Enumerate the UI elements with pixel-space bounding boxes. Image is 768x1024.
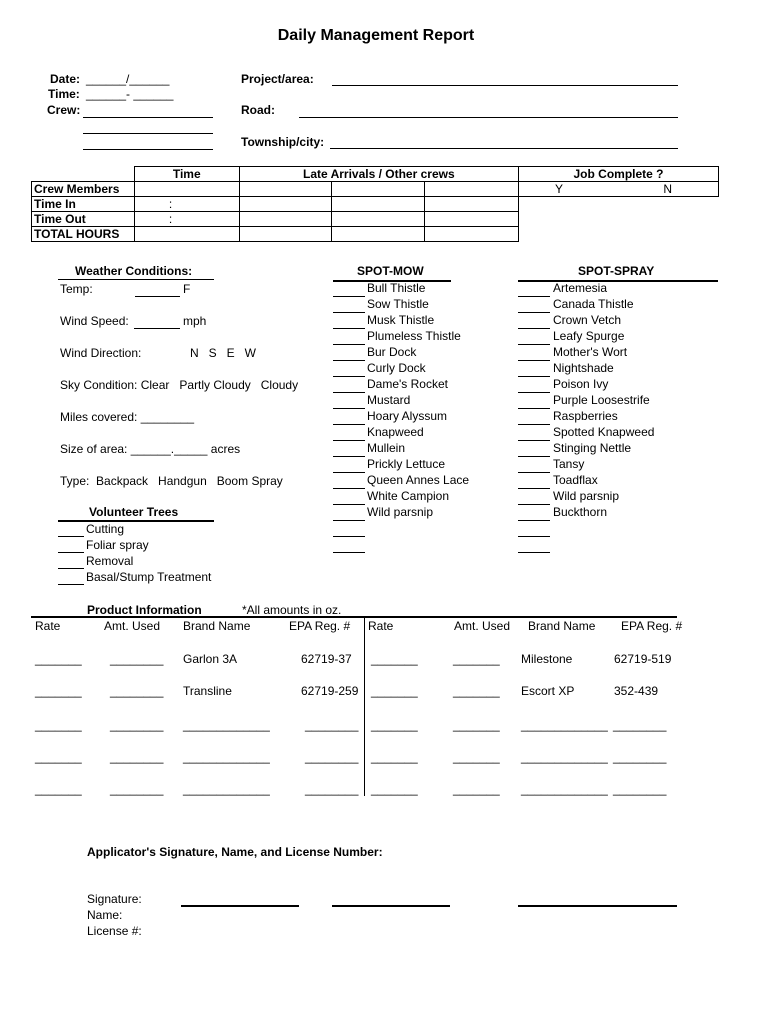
spot-mow-blank-line[interactable] xyxy=(333,552,365,553)
spot-mow-item: Prickly Lettuce xyxy=(367,457,446,471)
wind-speed-field[interactable] xyxy=(134,328,180,329)
epa-value: 352-439 xyxy=(614,684,659,698)
spot-mow-item: Curly Dock xyxy=(367,361,426,375)
amt-field[interactable]: _______ xyxy=(453,652,500,666)
project-label: Project/area: xyxy=(241,72,314,86)
spot-mow-item: Bull Thistle xyxy=(367,281,426,295)
brand-field[interactable]: _____________ xyxy=(183,782,270,796)
spot-spray-checkbox-line[interactable] xyxy=(518,392,550,393)
brand-value: Garlon 3A xyxy=(183,652,238,666)
spot-mow-item: Bur Dock xyxy=(367,345,417,359)
wind-direction-label: Wind Direction: xyxy=(60,346,142,360)
spot-spray-item: Leafy Spurge xyxy=(553,329,625,343)
date-label: Date: xyxy=(50,72,81,86)
spot-spray-item: Nightshade xyxy=(553,361,614,375)
cell[interactable] xyxy=(239,227,332,242)
spot-spray-blank-line[interactable] xyxy=(518,552,550,553)
job-complete-table xyxy=(518,166,719,197)
spot-mow-item: White Campion xyxy=(367,489,450,503)
brand-field[interactable]: _____________ xyxy=(521,718,608,732)
spot-spray-item: Artemesia xyxy=(553,281,608,295)
epa-value: 62719-519 xyxy=(614,652,672,666)
colon: : xyxy=(168,212,173,226)
amt-field[interactable]: ________ xyxy=(110,782,164,796)
cell[interactable] xyxy=(239,197,332,212)
spray-type[interactable]: Type: Backpack Handgun Boom Spray xyxy=(60,474,283,488)
spot-mow-item: Musk Thistle xyxy=(367,313,435,327)
weather-heading-underline xyxy=(58,279,214,280)
spot-mow-item: Hoary Alyssum xyxy=(367,409,448,423)
spot-mow-item: Mustard xyxy=(367,393,411,407)
spot-mow-blank-line[interactable] xyxy=(333,536,365,537)
spot-spray-checkbox-line[interactable] xyxy=(518,408,550,409)
cell[interactable] xyxy=(332,212,425,227)
spot-spray-checkbox-line[interactable] xyxy=(518,360,550,361)
epa-field[interactable]: ________ xyxy=(613,718,667,732)
spot-spray-checkbox-line[interactable] xyxy=(518,440,550,441)
volunteer-item: Basal/Stump Treatment xyxy=(86,570,212,584)
product-heading: Product Information xyxy=(87,603,202,617)
spot-spray-item: Tansy xyxy=(553,457,585,471)
spot-mow-checkbox-line[interactable] xyxy=(333,296,365,297)
signature-label: Signature: xyxy=(87,892,142,906)
spot-mow-checkbox-line[interactable] xyxy=(333,328,365,329)
spot-spray-item: Canada Thistle xyxy=(553,297,634,311)
rate-field[interactable]: _______ xyxy=(35,718,82,732)
epa-value: 62719-259 xyxy=(301,684,359,698)
header-brand-right: Brand Name xyxy=(528,619,596,633)
spot-spray-item: Crown Vetch xyxy=(553,313,622,327)
spot-spray-checkbox-line[interactable] xyxy=(518,312,550,313)
cell[interactable] xyxy=(425,182,519,197)
spot-spray-checkbox-line[interactable] xyxy=(518,328,550,329)
weather-heading: Weather Conditions: xyxy=(75,264,193,278)
rate-field[interactable]: _______ xyxy=(371,718,418,732)
spot-spray-underline xyxy=(518,280,718,282)
brand-field[interactable]: _____________ xyxy=(183,718,270,732)
volunteer-item: Foliar spray xyxy=(86,538,149,552)
epa-field[interactable]: ________ xyxy=(305,782,359,796)
amt-field[interactable]: _______ xyxy=(453,684,500,698)
brand-value: Transline xyxy=(183,684,232,698)
cell[interactable] xyxy=(332,182,425,197)
spot-spray-checkbox-line[interactable] xyxy=(518,488,550,489)
spot-spray-item: Stinging Nettle xyxy=(553,441,632,455)
spot-spray-item: Spotted Knapweed xyxy=(553,425,655,439)
crew-field-2[interactable] xyxy=(83,133,213,134)
col-job-header: Job Complete ? xyxy=(519,167,719,182)
spot-spray-checkbox-line[interactable] xyxy=(518,344,550,345)
spot-spray-item: Buckthorn xyxy=(553,505,608,519)
name-line[interactable] xyxy=(332,905,450,907)
brand-value: Milestone xyxy=(521,652,573,666)
township-field[interactable] xyxy=(330,148,678,149)
volunteer-checkbox-line[interactable] xyxy=(58,584,84,585)
row-total-hours: TOTAL HOURS xyxy=(32,227,135,242)
spot-mow-checkbox-line[interactable] xyxy=(333,472,365,473)
rate-field[interactable]: _______ xyxy=(35,750,82,764)
rate-field[interactable]: _______ xyxy=(35,684,82,698)
spot-spray-item: Poison Ivy xyxy=(553,377,609,391)
spot-mow-checkbox-line[interactable] xyxy=(333,520,365,521)
row-time-out: Time Out xyxy=(32,212,135,227)
spot-spray-checkbox-line[interactable] xyxy=(518,424,550,425)
spot-mow-item: Knapweed xyxy=(367,425,424,439)
spot-mow-checkbox-line[interactable] xyxy=(333,408,365,409)
wind-speed-label: Wind Speed: xyxy=(60,314,129,328)
spot-mow-checkbox-line[interactable] xyxy=(333,440,365,441)
rate-field[interactable]: _______ xyxy=(371,750,418,764)
temp-label: Temp: xyxy=(60,282,93,296)
township-label: Township/city: xyxy=(241,135,325,149)
epa-field[interactable]: ________ xyxy=(305,750,359,764)
spot-mow-checkbox-line[interactable] xyxy=(333,344,365,345)
spot-spray-item: Raspberries xyxy=(553,409,618,423)
cell[interactable] xyxy=(239,212,332,227)
temp-unit: F xyxy=(183,282,191,296)
epa-field[interactable]: ________ xyxy=(613,750,667,764)
volunteer-checkbox-line[interactable] xyxy=(58,568,84,569)
spot-mow-checkbox-line[interactable] xyxy=(333,488,365,489)
spot-spray-checkbox-line[interactable] xyxy=(518,376,550,377)
spot-mow-item: Dame's Rocket xyxy=(367,377,448,391)
job-no[interactable]: N xyxy=(608,182,718,197)
brand-field[interactable]: _____________ xyxy=(521,750,608,764)
cell[interactable] xyxy=(425,227,519,242)
license-label: License #: xyxy=(87,924,142,938)
date-field[interactable]: ______/______ xyxy=(86,72,170,86)
time-out-cell[interactable] xyxy=(134,212,239,227)
volunteer-heading-underline xyxy=(58,520,214,522)
crew-field-3[interactable] xyxy=(83,149,213,150)
road-label: Road: xyxy=(241,103,275,117)
temp-field[interactable] xyxy=(135,296,180,297)
spot-mow-checkbox-line[interactable] xyxy=(333,360,365,361)
amt-field[interactable]: ________ xyxy=(110,684,164,698)
cell[interactable] xyxy=(425,197,519,212)
spot-mow-item: Wild parsnip xyxy=(367,505,434,519)
rate-field[interactable]: _______ xyxy=(371,782,418,796)
time-label: Time: xyxy=(48,87,80,101)
spot-spray-checkbox-line[interactable] xyxy=(518,456,550,457)
amt-field[interactable]: _______ xyxy=(453,750,500,764)
miles-covered[interactable]: Miles covered: ________ xyxy=(60,410,195,424)
product-header-topline xyxy=(31,616,677,618)
amt-field[interactable]: ________ xyxy=(110,750,164,764)
volunteer-checkbox-line[interactable] xyxy=(58,552,84,553)
rate-field[interactable]: _______ xyxy=(35,782,82,796)
cell[interactable] xyxy=(134,182,239,197)
size-of-area[interactable]: Size of area: ______._____ acres xyxy=(60,442,241,456)
product-note: *All amounts in oz. xyxy=(242,603,342,617)
product-divider xyxy=(364,616,365,796)
epa-value: 62719-37 xyxy=(301,652,352,666)
header-epa-left: EPA Reg. # xyxy=(289,619,351,633)
volunteer-item: Removal xyxy=(86,554,134,568)
road-field[interactable] xyxy=(299,117,678,118)
spot-spray-blank-line[interactable] xyxy=(518,536,550,537)
job-yes[interactable]: Y xyxy=(519,182,609,197)
cell[interactable] xyxy=(332,227,425,242)
epa-field[interactable]: ________ xyxy=(613,782,667,796)
spot-spray-checkbox-line[interactable] xyxy=(518,520,550,521)
spot-mow-checkbox-line[interactable] xyxy=(333,392,365,393)
signature-line[interactable] xyxy=(181,905,299,907)
time-field[interactable]: ______- ______ xyxy=(86,87,174,101)
spot-spray-checkbox-line[interactable] xyxy=(518,296,550,297)
header-rate-right: Rate xyxy=(368,619,394,633)
spot-spray-heading: SPOT-SPRAY xyxy=(578,264,655,278)
volunteer-item: Cutting xyxy=(86,522,125,536)
col-time-header: Time xyxy=(134,167,239,182)
spot-mow-checkbox-line[interactable] xyxy=(333,504,365,505)
cell[interactable] xyxy=(332,197,425,212)
project-field[interactable] xyxy=(332,85,678,86)
row-time-in: Time In xyxy=(32,197,135,212)
spot-mow-item: Sow Thistle xyxy=(367,297,429,311)
spot-mow-item: Plumeless Thistle xyxy=(367,329,461,343)
wind-speed-unit: mph xyxy=(183,314,207,328)
brand-field[interactable]: _____________ xyxy=(521,782,608,796)
header-amt-left: Amt. Used xyxy=(104,619,161,633)
spot-spray-item: Mother's Wort xyxy=(553,345,628,359)
col-late-header: Late Arrivals / Other crews xyxy=(239,167,518,182)
rate-field[interactable]: _______ xyxy=(371,684,418,698)
page-title: Daily Management Report xyxy=(277,27,475,44)
spot-spray-item: Wild parsnip xyxy=(553,489,620,503)
signature-heading: Applicator's Signature, Name, and License Number: xyxy=(87,845,383,859)
rate-field[interactable]: _______ xyxy=(35,652,82,666)
colon: : xyxy=(168,197,173,211)
time-in-cell[interactable] xyxy=(134,197,239,212)
spot-mow-heading: SPOT-MOW xyxy=(357,264,424,278)
volunteer-checkbox-line[interactable] xyxy=(58,536,84,537)
cell[interactable] xyxy=(425,212,519,227)
header-rate-left: Rate xyxy=(35,619,61,633)
crew-label: Crew: xyxy=(47,103,81,117)
spot-mow-checkbox-line[interactable] xyxy=(333,456,365,457)
spot-mow-item: Mullein xyxy=(367,441,406,455)
spot-mow-checkbox-line[interactable] xyxy=(333,312,365,313)
spot-mow-item: Queen Annes Lace xyxy=(367,473,470,487)
volunteer-heading: Volunteer Trees xyxy=(89,505,179,519)
brand-field[interactable]: _____________ xyxy=(183,750,270,764)
header-amt-right: Amt. Used xyxy=(454,619,511,633)
spot-mow-checkbox-line[interactable] xyxy=(333,376,365,377)
sky-condition[interactable]: Sky Condition: Clear Partly Cloudy Cloudy xyxy=(60,378,299,392)
spot-spray-checkbox-line[interactable] xyxy=(518,472,550,473)
brand-value: Escort XP xyxy=(521,684,575,698)
crew-table xyxy=(31,166,519,242)
header-epa-right: EPA Reg. # xyxy=(621,619,683,633)
amt-field[interactable]: ________ xyxy=(110,652,164,666)
cell[interactable] xyxy=(134,227,239,242)
cell[interactable] xyxy=(239,182,332,197)
amt-field[interactable]: _______ xyxy=(453,718,500,732)
crew-field-1[interactable] xyxy=(83,117,213,118)
header-brand-left: Brand Name xyxy=(183,619,251,633)
amt-field[interactable]: ________ xyxy=(110,718,164,732)
rate-field[interactable]: _______ xyxy=(371,652,418,666)
row-crew-members: Crew Members xyxy=(32,182,135,197)
name-label: Name: xyxy=(87,908,123,922)
spot-spray-item: Purple Loosestrife xyxy=(553,393,650,407)
wind-direction-options[interactable]: N S E W xyxy=(190,346,257,360)
spot-mow-checkbox-line[interactable] xyxy=(333,424,365,425)
spot-spray-checkbox-line[interactable] xyxy=(518,504,550,505)
license-line[interactable] xyxy=(518,905,677,907)
epa-field[interactable]: ________ xyxy=(305,718,359,732)
amt-field[interactable]: _______ xyxy=(453,782,500,796)
spot-spray-item: Toadflax xyxy=(553,473,598,487)
